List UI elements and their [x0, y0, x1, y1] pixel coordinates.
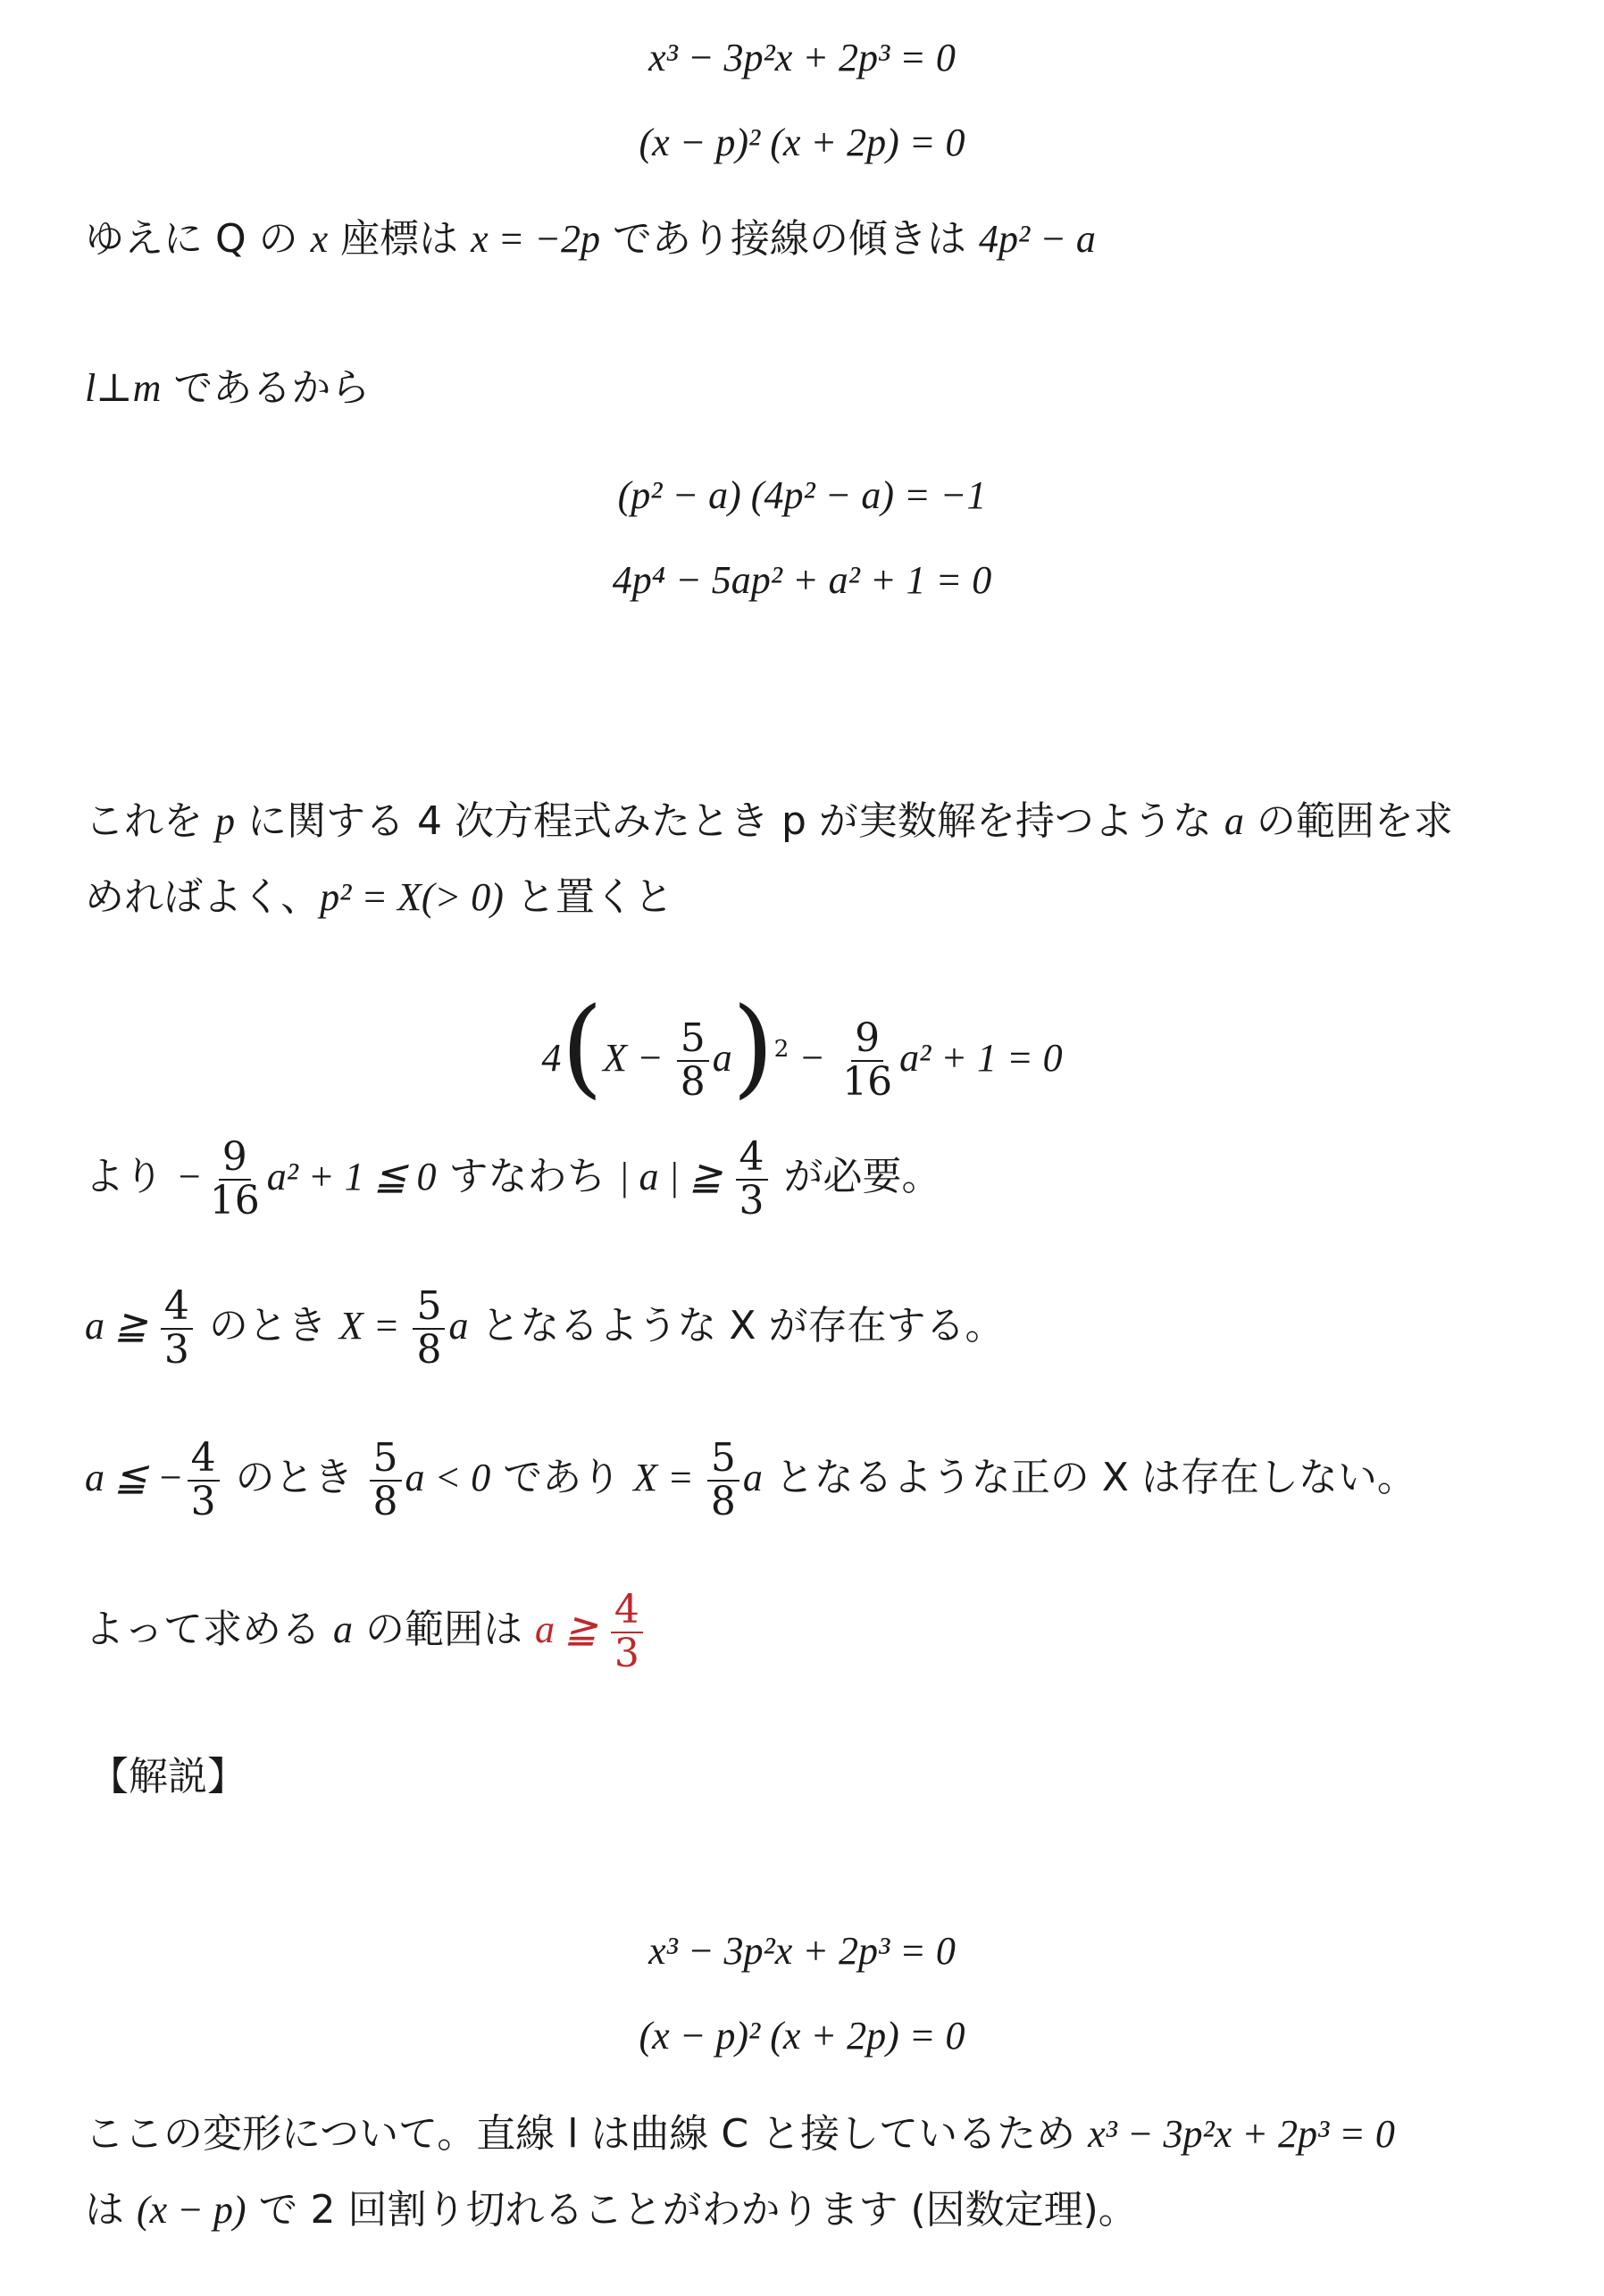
equation-factored: (x − p)² (x + 2p) = 0 — [639, 121, 965, 164]
answer-highlight: a ≧ $\frac{4}{3}$ — [535, 1607, 647, 1652]
paragraph-quartic-line1: これを p に関する 4 次方程式みたとき p が実数解を持つような a の範囲を求 — [85, 798, 1453, 844]
equation-cubic-repeat: x³ − 3p²x + 2p³ = 0 — [648, 1929, 956, 1973]
equation-factored-repeat: (x − p)² (x + 2p) = 0 — [639, 2014, 965, 2058]
equation-cubic: x³ − 3p²x + 2p³ = 0 — [648, 36, 956, 79]
fraction-9-16: $\frac{9}{16}$ — [842, 1015, 893, 1105]
text-final-answer: よって求める a の範囲は a ≧ $\frac{4}{3}$ — [85, 1585, 647, 1674]
text-perpendicular: l⊥m であるから — [85, 365, 371, 411]
text-case-negative: a ≦ − $\frac{4}{3}$ のとき $\frac{5}{8}$ a < 0 であり X = $\frac{5}{8}$ a となるような正の X は存在しない。 — [85, 1435, 1416, 1524]
fraction-5-8: $\frac{5}{8}$ — [677, 1018, 709, 1102]
equation-perp-condition: (p² − a) (4p² − a) = −1 — [617, 473, 987, 517]
text-necessary-condition: より − $\frac{9}{16}$ a² + 1 ≦ 0 すなわち | a | ≧ $\frac{4}{3}$ が必要。 — [85, 1134, 941, 1223]
paragraph-explanation-line2: は (x − p) で 2 回割り切れることがわかります (因数定理)。 — [85, 2187, 1138, 2233]
text-case-positive: a ≧ $\frac{4}{3}$ のとき X = $\frac{5}{8}$ a となるような X が存在する。 — [85, 1283, 1005, 1373]
heading-kaisetsu: 【解説】 — [89, 1754, 246, 1799]
equation-quartic: 4p⁴ − 5ap² + a² + 1 = 0 — [612, 558, 992, 602]
paragraph-explanation-line1: ここの変形について。直線 l は曲線 C と接しているため x³ − 3p²x + 2p³ = 0 — [85, 2111, 1395, 2157]
equation-completed-square: 4(X − $\frac{5}{8}$ a)$^2$ − $\frac{9}{16}$ a² + 1 = 0 — [541, 985, 1063, 1110]
text-tangent-point: ゆえに Q の x 座標は x = −2p であり接線の傾きは 4p² − a — [85, 216, 1096, 262]
paragraph-quartic-line2: めればよく、p² = X(> 0) と置くと — [85, 874, 673, 920]
